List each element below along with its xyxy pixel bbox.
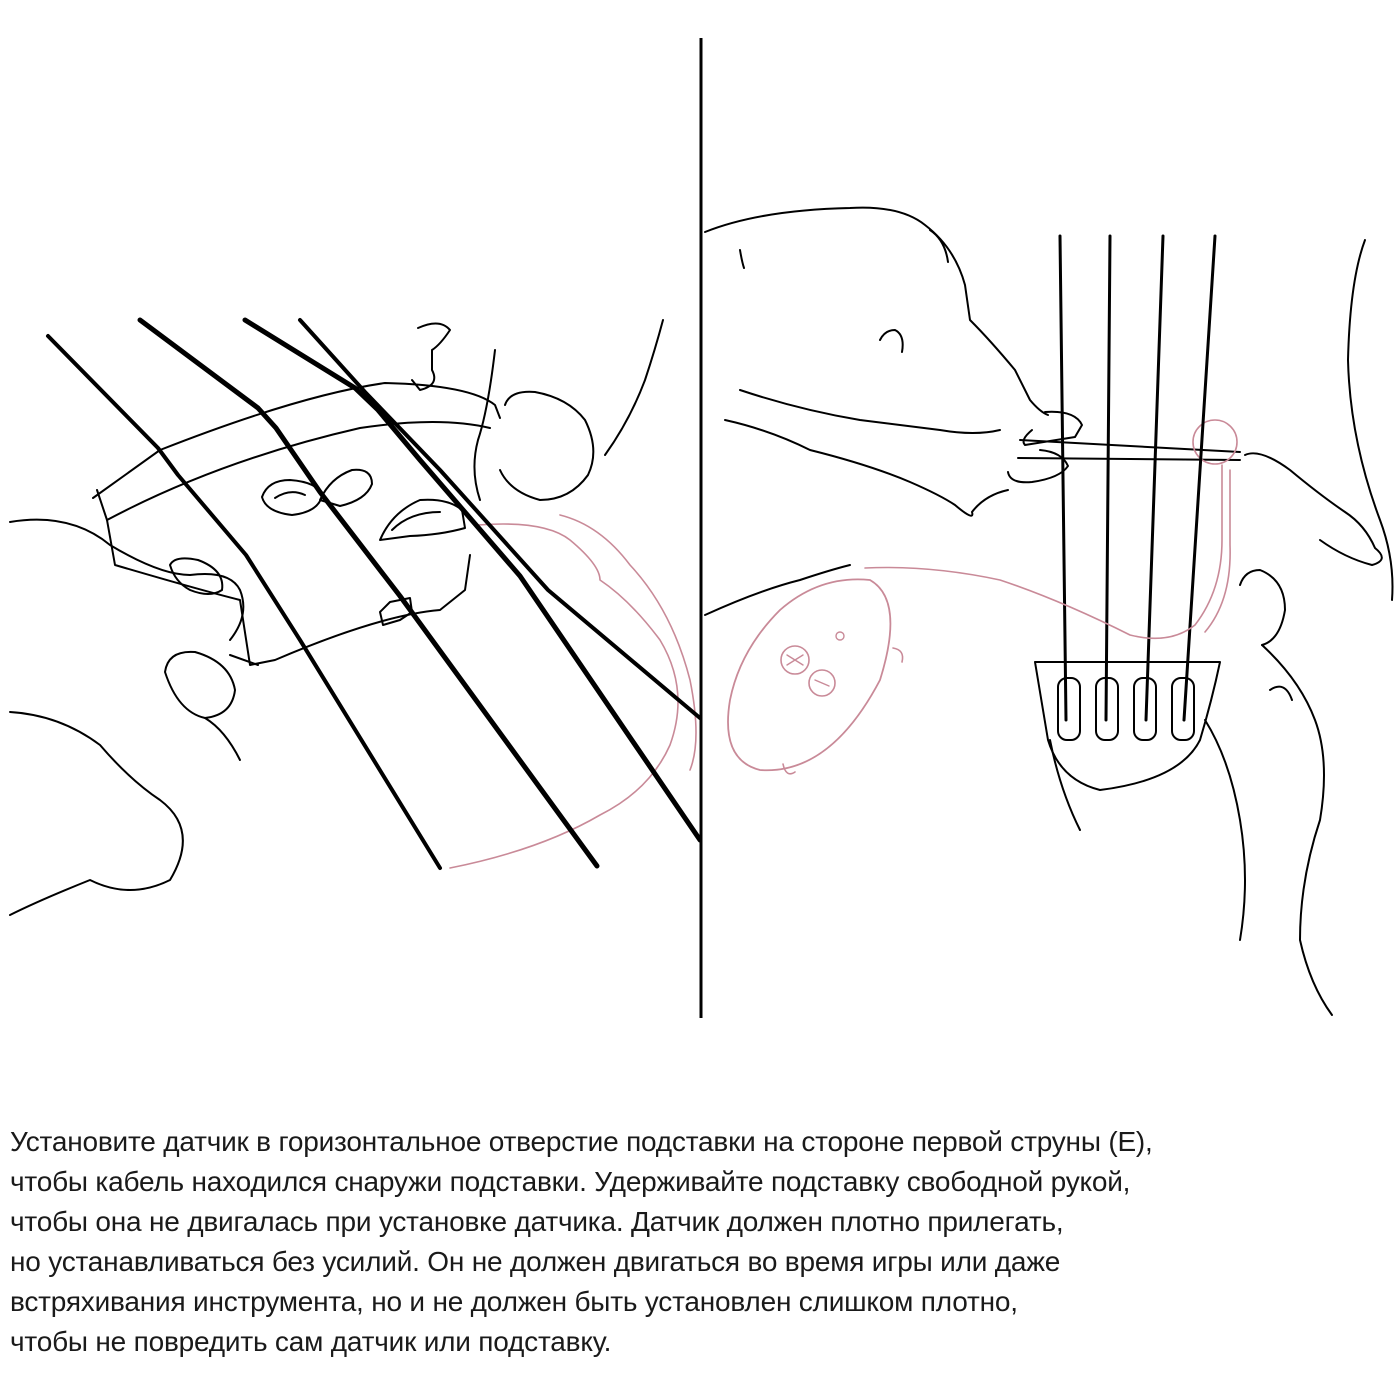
- control-knob-tone-mark: [815, 680, 829, 686]
- top-hand-nail: [880, 330, 903, 352]
- lower-hand-palm: [1262, 645, 1332, 1015]
- left-hand-palm: [10, 520, 243, 640]
- instruction-line-3: чтобы она не двигалась при установке датчика. Датчик должен плотно прилегать,: [10, 1206, 1064, 1237]
- right-hand-index: [412, 323, 450, 390]
- lower-hand-outer-edge: [1348, 240, 1393, 600]
- right-panel-pickup-installation: [705, 208, 1393, 1015]
- violin-strings-left: [48, 320, 700, 868]
- left-hand-knuckle: [205, 718, 240, 760]
- top-hand-crease: [740, 250, 744, 268]
- left-hand-finger: [165, 652, 235, 718]
- control-box: [728, 579, 890, 770]
- top-hand-knuckles: [740, 390, 1000, 433]
- instruction-line-1: Установите датчик в горизонтальное отверстие подставки на стороне первой струны (Е),: [10, 1126, 1153, 1157]
- violin-body-curve-left: [1050, 740, 1080, 830]
- bridge-lower-edge: [230, 655, 258, 665]
- instruction-line-2: чтобы кабель находился снаружи подставки. Удерживайте подставку свободной рукой,: [10, 1166, 1131, 1197]
- control-led: [836, 632, 844, 640]
- violin-strings-right: [1060, 236, 1215, 720]
- pickup-cable: [450, 524, 678, 868]
- instruction-line-4: но устанавливаться без усилий. Он не должен двигаться во время игры или даже: [10, 1246, 1061, 1277]
- string-3: [1146, 236, 1163, 720]
- control-box-clip-bottom: [783, 764, 795, 774]
- top-hand-outline: [705, 208, 1048, 415]
- instruction-line-6: чтобы не повредить сам датчик или подставку.: [10, 1326, 612, 1357]
- string-2: [1106, 236, 1110, 720]
- lower-hand-thumb: [1240, 570, 1285, 645]
- fine-tuners: [1058, 678, 1194, 740]
- instruction-line-5: встряхивания инструмента, но и не должен быть установлен слишком плотно,: [10, 1286, 1018, 1317]
- control-knob-volume-mark: [787, 655, 803, 665]
- fine-tuner-1: [1058, 678, 1080, 740]
- fine-tuner-4: [1172, 678, 1194, 740]
- right-hand-wrist: [605, 320, 663, 455]
- top-hand-palm-lower: [725, 420, 1008, 516]
- bridge-hole-left-inner: [275, 492, 305, 498]
- bridge-slot-main: [380, 500, 465, 540]
- left-panel-bridge-closeup: [10, 320, 700, 915]
- string-4: [1184, 236, 1215, 720]
- lower-hand-finger: [1245, 453, 1382, 565]
- top-hand-lower-edge: [705, 565, 850, 615]
- lower-hand-knuckle: [1270, 687, 1292, 700]
- left-hand-lower: [10, 712, 183, 915]
- string-1: [1060, 236, 1066, 720]
- right-hand-thumb: [500, 392, 593, 500]
- pickup-cable-right-b: [1205, 470, 1230, 632]
- control-box-clip-top: [893, 648, 903, 662]
- string-e: [300, 320, 700, 718]
- bridge-slot-inner: [392, 512, 440, 530]
- instruction-text: [10, 1122, 1395, 1362]
- pickup-cable-right: [865, 465, 1222, 638]
- bridge-front-face: [107, 520, 470, 665]
- top-hand-middle-finger: [1008, 450, 1068, 482]
- pickup-rod: [1018, 440, 1240, 460]
- lower-hand-wrist: [1205, 720, 1245, 940]
